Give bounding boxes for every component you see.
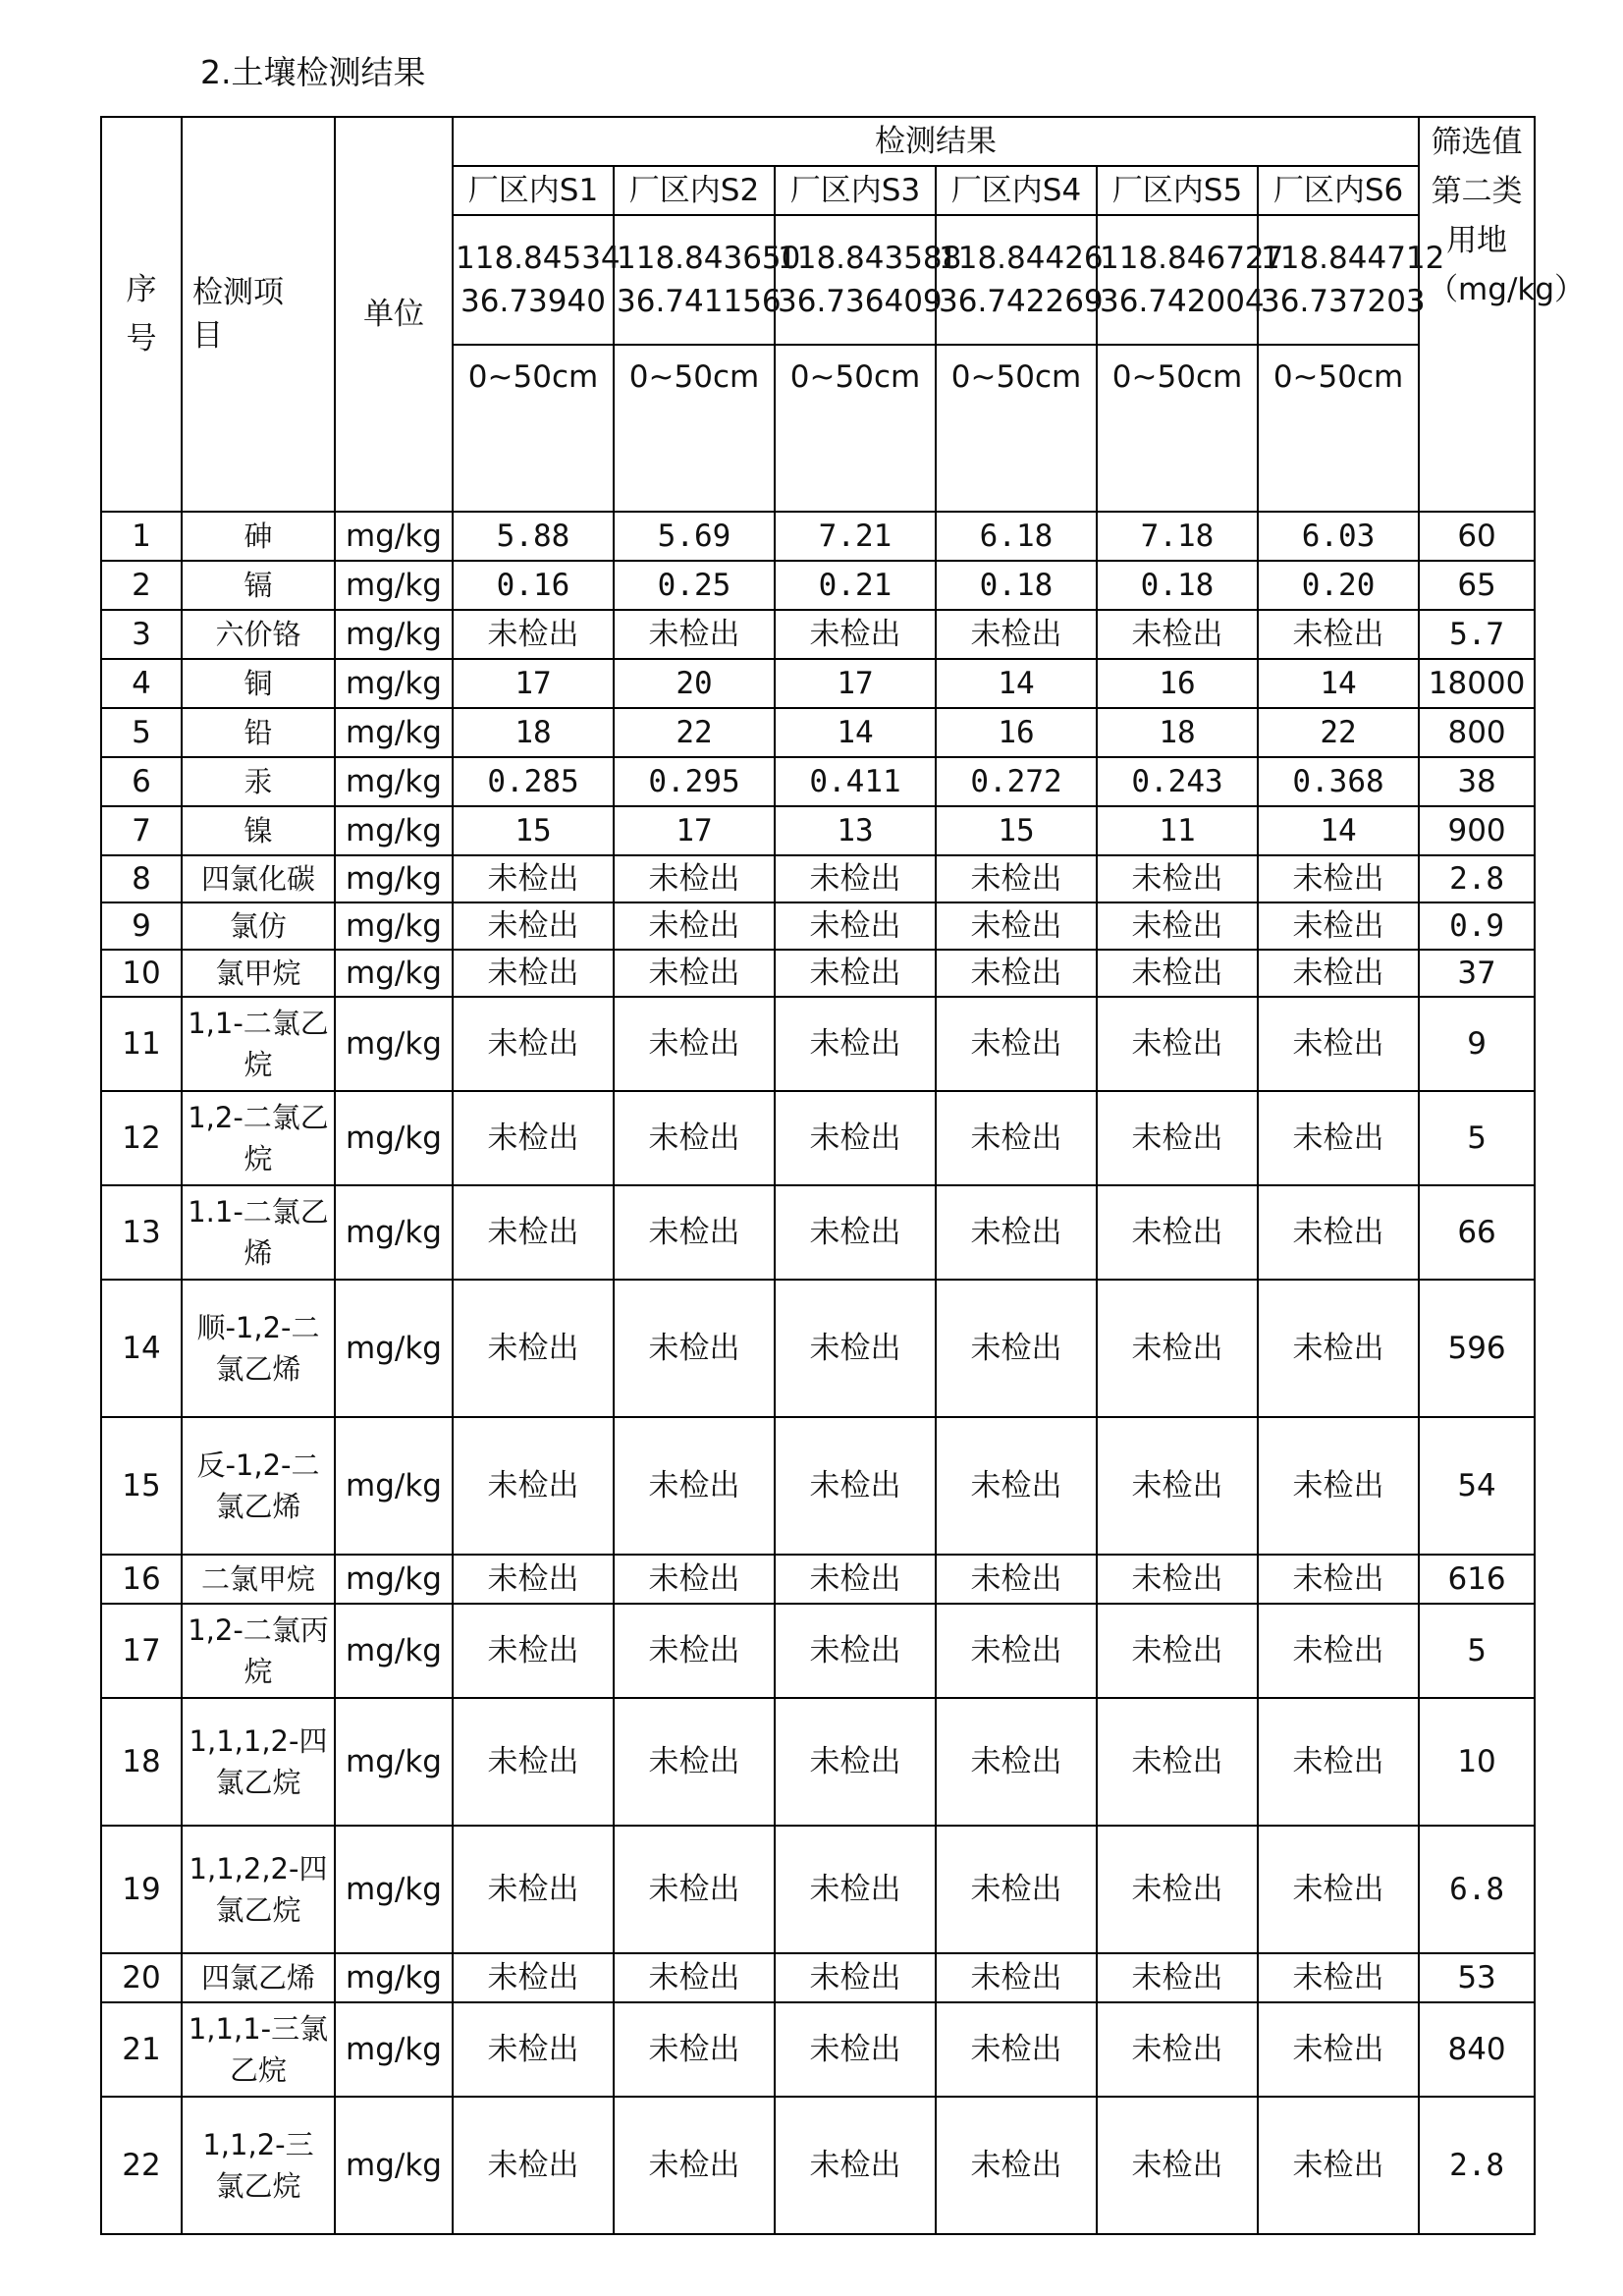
result-s6: 未检出 <box>1258 610 1419 659</box>
result-s5: 未检出 <box>1097 610 1258 659</box>
result-s3: 未检出 <box>775 997 936 1091</box>
site-latitude: 36.73940 <box>460 284 606 319</box>
result-s4: 未检出 <box>936 855 1097 902</box>
result-s1: 未检出 <box>453 610 614 659</box>
result-s3: 未检出 <box>775 1555 936 1604</box>
site-name-s5: 厂区内S5 <box>1097 166 1258 215</box>
result-s5: 未检出 <box>1097 1091 1258 1185</box>
row-unit: mg/kg <box>335 1698 453 1826</box>
result-s3: 7.21 <box>775 512 936 561</box>
row-limit: 5 <box>1419 1604 1535 1698</box>
row-unit: mg/kg <box>335 561 453 610</box>
row-limit: 37 <box>1419 950 1535 997</box>
row-unit: mg/kg <box>335 1604 453 1698</box>
result-s6: 22 <box>1258 708 1419 757</box>
site-coordinates-s4 <box>936 215 1104 345</box>
result-s4: 0.18 <box>936 561 1097 610</box>
row-seq: 7 <box>101 806 182 855</box>
result-s2: 未检出 <box>614 950 775 997</box>
result-s3: 未检出 <box>775 1280 936 1417</box>
result-s4: 未检出 <box>936 1091 1097 1185</box>
result-s3: 未检出 <box>775 855 936 902</box>
result-s2: 未检出 <box>614 1604 775 1698</box>
soil-results-table <box>100 116 1586 2235</box>
row-seq: 16 <box>101 1555 182 1604</box>
result-s1: 未检出 <box>453 855 614 902</box>
row-limit: 10 <box>1419 1698 1535 1826</box>
table-row <box>101 610 1535 659</box>
site-name-s4: 厂区内S4 <box>936 166 1097 215</box>
site-depth-s1: 0~50cm <box>453 345 614 512</box>
table-row <box>101 757 1535 806</box>
site-coordinates-s2 <box>614 215 801 345</box>
table-row <box>101 1953 1535 2002</box>
site-name-s3: 厂区内S3 <box>775 166 936 215</box>
result-s2: 未检出 <box>614 1698 775 1826</box>
result-s4: 6.18 <box>936 512 1097 561</box>
result-s6: 0.368 <box>1258 757 1419 806</box>
header-seq: 序号 <box>101 117 182 512</box>
table-row <box>101 1280 1535 1417</box>
row-seq: 9 <box>101 902 182 950</box>
result-s2: 未检出 <box>614 855 775 902</box>
result-s3: 未检出 <box>775 902 936 950</box>
header-unit: 单位 <box>335 117 453 512</box>
result-s6: 未检出 <box>1258 1185 1419 1280</box>
result-s3: 未检出 <box>775 1185 936 1280</box>
site-longitude: 118.846727 <box>1100 241 1284 276</box>
result-s1: 未检出 <box>453 1091 614 1185</box>
table-row <box>101 1417 1535 1555</box>
row-seq: 3 <box>101 610 182 659</box>
site-latitude: 36.742004 <box>1100 284 1265 319</box>
result-s4: 15 <box>936 806 1097 855</box>
result-s2: 未检出 <box>614 2097 775 2234</box>
row-limit: 53 <box>1419 1953 1535 2002</box>
row-limit: 2.8 <box>1419 2097 1535 2234</box>
table-row <box>101 1091 1535 1185</box>
row-seq: 21 <box>101 2002 182 2097</box>
table-row <box>101 902 1535 950</box>
table-row <box>101 1555 1535 1604</box>
row-unit: mg/kg <box>335 1555 453 1604</box>
result-s3: 未检出 <box>775 1698 936 1826</box>
site-longitude: 118.843588 <box>778 241 962 276</box>
result-s4: 未检出 <box>936 950 1097 997</box>
row-unit: mg/kg <box>335 1826 453 1953</box>
table-row <box>101 659 1535 708</box>
result-s5: 未检出 <box>1097 902 1258 950</box>
row-limit: 5.7 <box>1419 610 1535 659</box>
result-s3: 未检出 <box>775 610 936 659</box>
header-item: 检测项目 <box>182 117 335 512</box>
result-s6: 未检出 <box>1258 2002 1419 2097</box>
result-s1: 未检出 <box>453 2002 614 2097</box>
row-seq: 18 <box>101 1698 182 1826</box>
result-s1: 5.88 <box>453 512 614 561</box>
result-s6: 14 <box>1258 806 1419 855</box>
site-name-s1: 厂区内S1 <box>453 166 614 215</box>
row-limit: 2.8 <box>1419 855 1535 902</box>
result-s6: 0.20 <box>1258 561 1419 610</box>
row-unit: mg/kg <box>335 2097 453 2234</box>
header-limit: 筛选值第二类用地（mg/kg） <box>1419 117 1535 512</box>
row-item: 六价铬 <box>182 610 335 659</box>
result-s1: 未检出 <box>453 1953 614 2002</box>
row-seq: 20 <box>101 1953 182 2002</box>
result-s1: 未检出 <box>453 1555 614 1604</box>
result-s6: 未检出 <box>1258 1698 1419 1826</box>
header-results: 检测结果 <box>453 117 1419 166</box>
result-s5: 未检出 <box>1097 1826 1258 1953</box>
row-unit: mg/kg <box>335 610 453 659</box>
row-item: 1,1,1,2-四氯乙烷 <box>182 1698 335 1826</box>
result-s6: 14 <box>1258 659 1419 708</box>
result-s3: 未检出 <box>775 1417 936 1555</box>
result-s4: 0.272 <box>936 757 1097 806</box>
result-s2: 未检出 <box>614 1953 775 2002</box>
result-s6: 未检出 <box>1258 1826 1419 1953</box>
result-s1: 15 <box>453 806 614 855</box>
result-s2: 未检出 <box>614 1826 775 1953</box>
row-item: 1,2-二氯丙烷 <box>182 1604 335 1698</box>
result-s2: 未检出 <box>614 902 775 950</box>
row-unit: mg/kg <box>335 1280 453 1417</box>
table-row <box>101 1698 1535 1826</box>
table-row <box>101 997 1535 1091</box>
result-s4: 未检出 <box>936 610 1097 659</box>
row-limit: 800 <box>1419 708 1535 757</box>
row-seq: 17 <box>101 1604 182 1698</box>
row-limit: 54 <box>1419 1417 1535 1555</box>
row-seq: 8 <box>101 855 182 902</box>
result-s5: 未检出 <box>1097 1555 1258 1604</box>
result-s2: 未检出 <box>614 610 775 659</box>
section-heading: 2.土壤检测结果 <box>200 53 426 91</box>
site-coordinates-s3 <box>775 215 962 345</box>
row-unit: mg/kg <box>335 1953 453 2002</box>
row-limit: 38 <box>1419 757 1535 806</box>
result-s5: 未检出 <box>1097 2097 1258 2234</box>
result-s4: 未检出 <box>936 1953 1097 2002</box>
result-s6: 未检出 <box>1258 950 1419 997</box>
row-seq: 22 <box>101 2097 182 2234</box>
row-seq: 1 <box>101 512 182 561</box>
row-unit: mg/kg <box>335 708 453 757</box>
result-s1: 0.285 <box>453 757 614 806</box>
row-item: 镉 <box>182 561 335 610</box>
result-s1: 17 <box>453 659 614 708</box>
row-item: 1.1-二氯乙烯 <box>182 1185 335 1280</box>
table-row <box>101 708 1535 757</box>
site-latitude: 36.741156 <box>617 284 782 319</box>
table-row <box>101 1185 1535 1280</box>
result-s6: 未检出 <box>1258 855 1419 902</box>
result-s2: 未检出 <box>614 997 775 1091</box>
table-row <box>101 561 1535 610</box>
result-s5: 未检出 <box>1097 950 1258 997</box>
result-s1: 未检出 <box>453 1604 614 1698</box>
row-seq: 5 <box>101 708 182 757</box>
site-depth-s3: 0~50cm <box>775 345 936 512</box>
result-s3: 未检出 <box>775 2097 936 2234</box>
row-item: 氯仿 <box>182 902 335 950</box>
row-item: 二氯甲烷 <box>182 1555 335 1604</box>
result-s5: 0.243 <box>1097 757 1258 806</box>
row-limit: 0.9 <box>1419 902 1535 950</box>
row-item: 1,1,2-三 氯乙烷 <box>182 2097 335 2234</box>
result-s3: 未检出 <box>775 1953 936 2002</box>
row-limit: 60 <box>1419 512 1535 561</box>
table-row <box>101 2097 1535 2234</box>
row-item: 铜 <box>182 659 335 708</box>
result-s2: 未检出 <box>614 1555 775 1604</box>
site-coordinates-s5 <box>1097 215 1284 345</box>
result-s1: 未检出 <box>453 1417 614 1555</box>
row-seq: 12 <box>101 1091 182 1185</box>
result-s4: 14 <box>936 659 1097 708</box>
result-s4: 未检出 <box>936 1280 1097 1417</box>
row-unit: mg/kg <box>335 1417 453 1555</box>
table-row <box>101 512 1535 561</box>
row-unit: mg/kg <box>335 997 453 1091</box>
table-row <box>101 950 1535 997</box>
result-s3: 14 <box>775 708 936 757</box>
site-longitude: 118.84426 <box>939 241 1104 276</box>
result-s6: 未检出 <box>1258 1091 1419 1185</box>
result-s2: 17 <box>614 806 775 855</box>
result-s4: 未检出 <box>936 1555 1097 1604</box>
row-limit: 65 <box>1419 561 1535 610</box>
result-s5: 16 <box>1097 659 1258 708</box>
result-s1: 未检出 <box>453 902 614 950</box>
row-item: 四氯乙烯 <box>182 1953 335 2002</box>
result-s2: 未检出 <box>614 2002 775 2097</box>
result-s6: 6.03 <box>1258 512 1419 561</box>
result-s5: 未检出 <box>1097 997 1258 1091</box>
row-unit: mg/kg <box>335 855 453 902</box>
row-seq: 14 <box>101 1280 182 1417</box>
result-s6: 未检出 <box>1258 997 1419 1091</box>
result-s4: 16 <box>936 708 1097 757</box>
row-limit: 6.8 <box>1419 1826 1535 1953</box>
row-item: 1,1-二氯乙烷 <box>182 997 335 1091</box>
result-s3: 17 <box>775 659 936 708</box>
result-s5: 0.18 <box>1097 561 1258 610</box>
result-s4: 未检出 <box>936 1417 1097 1555</box>
result-s2: 0.25 <box>614 561 775 610</box>
row-seq: 10 <box>101 950 182 997</box>
result-s2: 22 <box>614 708 775 757</box>
result-s3: 未检出 <box>775 2002 936 2097</box>
result-s3: 0.21 <box>775 561 936 610</box>
site-coordinates-s1 <box>453 215 621 345</box>
row-item: 氯甲烷 <box>182 950 335 997</box>
row-item: 1,2-二氯乙烷 <box>182 1091 335 1185</box>
result-s1: 未检出 <box>453 1826 614 1953</box>
result-s6: 未检出 <box>1258 2097 1419 2234</box>
site-latitude: 36.736409 <box>778 284 943 319</box>
row-limit: 18000 <box>1419 659 1535 708</box>
site-latitude: 36.737203 <box>1261 284 1426 319</box>
table-row <box>101 1826 1535 1953</box>
row-seq: 4 <box>101 659 182 708</box>
row-seq: 6 <box>101 757 182 806</box>
site-longitude: 118.84534 <box>456 241 621 276</box>
result-s1: 未检出 <box>453 2097 614 2234</box>
row-unit: mg/kg <box>335 950 453 997</box>
row-item: 砷 <box>182 512 335 561</box>
site-longitude: 118.844712 <box>1261 241 1445 276</box>
result-s3: 未检出 <box>775 1604 936 1698</box>
row-unit: mg/kg <box>335 1185 453 1280</box>
result-s4: 未检出 <box>936 2097 1097 2234</box>
result-s4: 未检出 <box>936 1698 1097 1826</box>
result-s4: 未检出 <box>936 1604 1097 1698</box>
table-row <box>101 806 1535 855</box>
row-item: 顺-1,2-二 氯乙烯 <box>182 1280 335 1417</box>
result-s3: 未检出 <box>775 1091 936 1185</box>
site-coordinates-s6 <box>1258 215 1445 345</box>
result-s4: 未检出 <box>936 902 1097 950</box>
result-s1: 未检出 <box>453 997 614 1091</box>
result-s5: 未检出 <box>1097 2002 1258 2097</box>
row-unit: mg/kg <box>335 659 453 708</box>
result-s4: 未检出 <box>936 1185 1097 1280</box>
result-s3: 未检出 <box>775 950 936 997</box>
row-item: 反-1,2-二氯乙烯 <box>182 1417 335 1555</box>
result-s6: 未检出 <box>1258 1555 1419 1604</box>
result-s2: 未检出 <box>614 1185 775 1280</box>
result-s5: 未检出 <box>1097 1698 1258 1826</box>
result-s5: 未检出 <box>1097 1280 1258 1417</box>
result-s2: 未检出 <box>614 1417 775 1555</box>
row-unit: mg/kg <box>335 1091 453 1185</box>
result-s5: 7.18 <box>1097 512 1258 561</box>
result-s3: 13 <box>775 806 936 855</box>
row-limit: 5 <box>1419 1091 1535 1185</box>
result-s3: 未检出 <box>775 1826 936 1953</box>
result-s2: 0.295 <box>614 757 775 806</box>
row-item: 1,1,1-三氯乙烷 <box>182 2002 335 2097</box>
site-name-s2: 厂区内S2 <box>614 166 775 215</box>
row-unit: mg/kg <box>335 512 453 561</box>
row-limit: 66 <box>1419 1185 1535 1280</box>
table-row <box>101 1604 1535 1698</box>
row-item: 镍 <box>182 806 335 855</box>
result-s6: 未检出 <box>1258 1953 1419 2002</box>
row-unit: mg/kg <box>335 806 453 855</box>
result-s6: 未检出 <box>1258 1604 1419 1698</box>
result-s5: 未检出 <box>1097 855 1258 902</box>
result-s6: 未检出 <box>1258 902 1419 950</box>
result-s5: 11 <box>1097 806 1258 855</box>
result-s1: 0.16 <box>453 561 614 610</box>
row-limit: 616 <box>1419 1555 1535 1604</box>
row-limit: 900 <box>1419 806 1535 855</box>
table-row <box>101 855 1535 902</box>
result-s1: 未检出 <box>453 1698 614 1826</box>
site-depth-s6: 0~50cm <box>1258 345 1419 512</box>
result-s1: 18 <box>453 708 614 757</box>
result-s5: 未检出 <box>1097 1604 1258 1698</box>
result-s2: 未检出 <box>614 1280 775 1417</box>
result-s1: 未检出 <box>453 1185 614 1280</box>
result-s1: 未检出 <box>453 1280 614 1417</box>
row-limit: 840 <box>1419 2002 1535 2097</box>
result-s3: 0.411 <box>775 757 936 806</box>
site-latitude: 36.742269 <box>939 284 1104 319</box>
row-seq: 15 <box>101 1417 182 1555</box>
site-name-s6: 厂区内S6 <box>1258 166 1419 215</box>
result-s5: 未检出 <box>1097 1417 1258 1555</box>
site-depth-s4: 0~50cm <box>936 345 1097 512</box>
row-seq: 13 <box>101 1185 182 1280</box>
row-seq: 11 <box>101 997 182 1091</box>
site-depth-s2: 0~50cm <box>614 345 775 512</box>
row-item: 汞 <box>182 757 335 806</box>
result-s6: 未检出 <box>1258 1417 1419 1555</box>
row-unit: mg/kg <box>335 2002 453 2097</box>
result-s2: 未检出 <box>614 1091 775 1185</box>
result-s4: 未检出 <box>936 2002 1097 2097</box>
row-item: 四氯化碳 <box>182 855 335 902</box>
site-depth-s5: 0~50cm <box>1097 345 1258 512</box>
result-s1: 未检出 <box>453 950 614 997</box>
result-s2: 20 <box>614 659 775 708</box>
result-s2: 5.69 <box>614 512 775 561</box>
result-s5: 18 <box>1097 708 1258 757</box>
result-s6: 未检出 <box>1258 1280 1419 1417</box>
row-seq: 19 <box>101 1826 182 1953</box>
table-row <box>101 2002 1535 2097</box>
row-item: 1,1,2,2-四氯乙烷 <box>182 1826 335 1953</box>
result-s5: 未检出 <box>1097 1185 1258 1280</box>
result-s4: 未检出 <box>936 997 1097 1091</box>
row-limit: 9 <box>1419 997 1535 1091</box>
site-longitude: 118.843650 <box>617 241 801 276</box>
row-unit: mg/kg <box>335 757 453 806</box>
row-item: 铅 <box>182 708 335 757</box>
result-s4: 未检出 <box>936 1826 1097 1953</box>
row-limit: 596 <box>1419 1280 1535 1417</box>
result-s5: 未检出 <box>1097 1953 1258 2002</box>
row-seq: 2 <box>101 561 182 610</box>
row-unit: mg/kg <box>335 902 453 950</box>
